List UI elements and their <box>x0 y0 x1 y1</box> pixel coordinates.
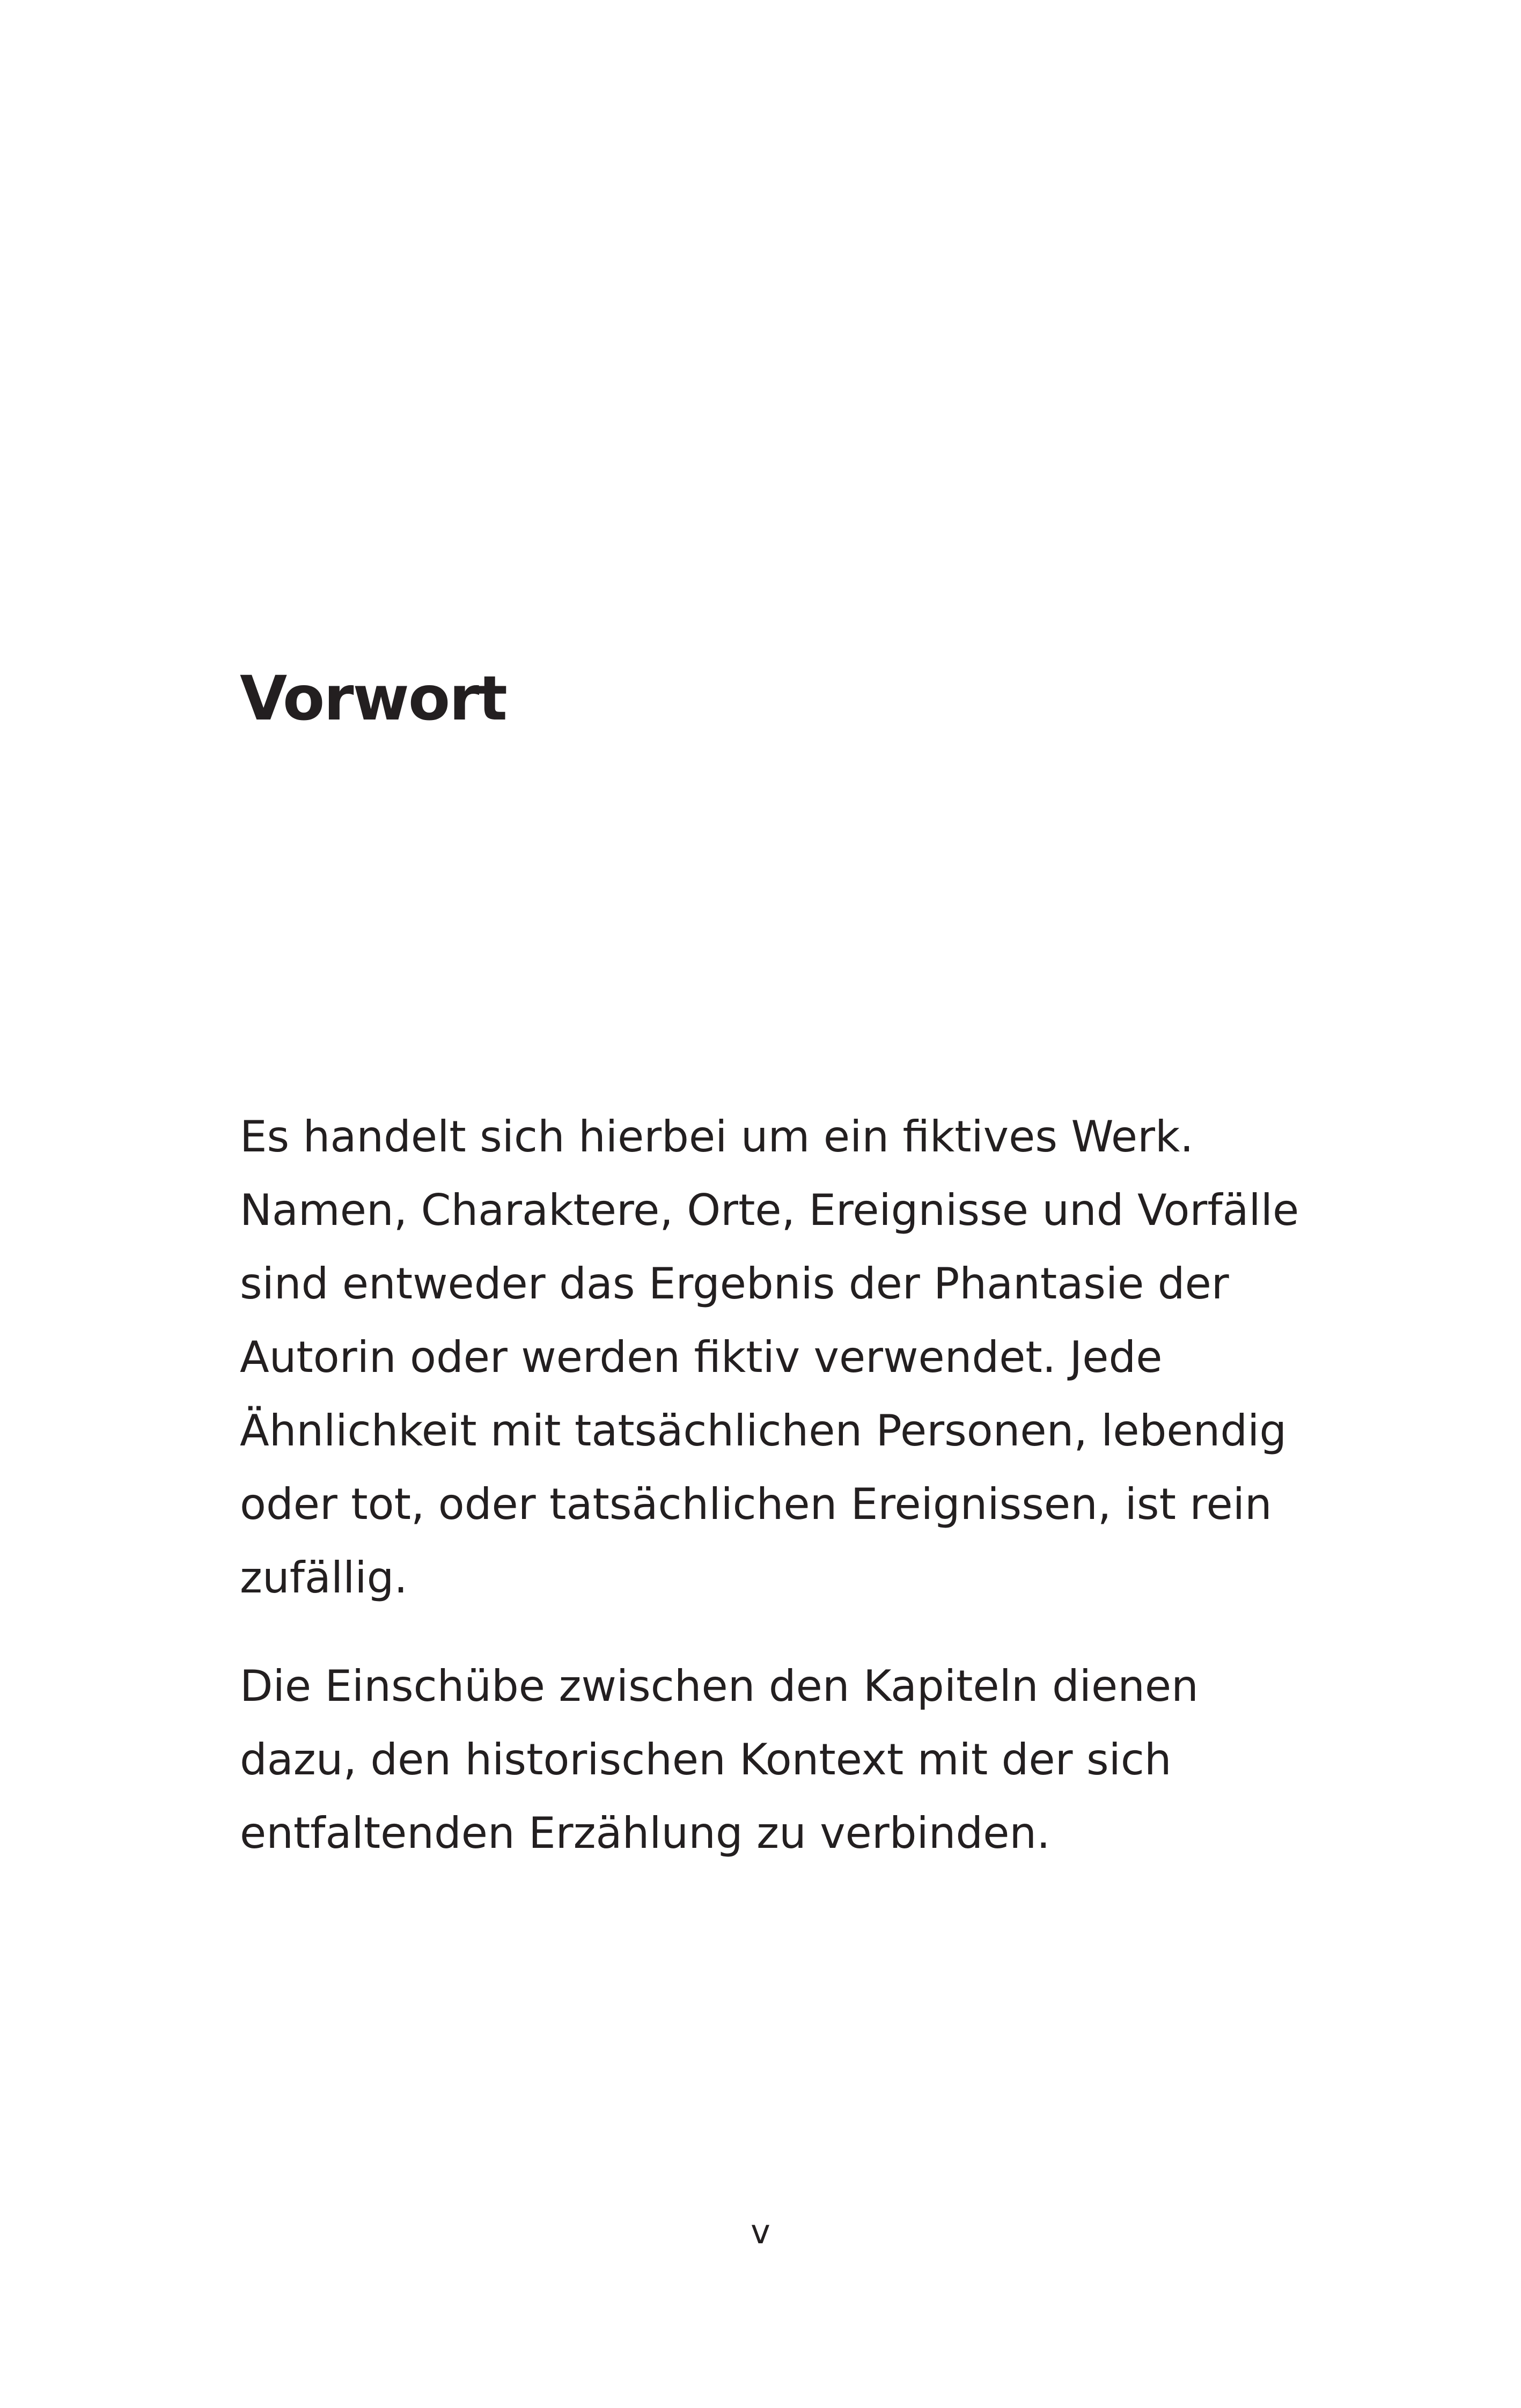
text-line: oder tot, oder tatsächlichen Ereignissen, ist rein <box>240 1479 1272 1529</box>
page-number: v <box>751 2212 770 2251</box>
paragraph-interludes <box>240 1649 1366 1870</box>
text-line: entfaltenden Erzählung zu verbinden. <box>240 1808 1050 1858</box>
preface-body <box>240 1100 1366 1870</box>
text-line: dazu, den historischen Kontext mit der sich <box>240 1735 1172 1785</box>
text-line: zufällig. <box>240 1553 408 1603</box>
paragraph-disclaimer <box>240 1100 1366 1614</box>
text-line: sind entweder das Ergebnis der Phantasie der <box>240 1259 1229 1309</box>
text-line: Ähnlichkeit mit tatsächlichen Personen, lebendig <box>240 1406 1287 1456</box>
text-line: Autorin oder werden fiktiv verwendet. Jede <box>240 1332 1163 1382</box>
text-line: Namen, Charaktere, Orte, Ereignisse und Vorfälle <box>240 1185 1299 1235</box>
page-title: Vorwort <box>240 663 506 734</box>
text-line: Die Einschübe zwischen den Kapiteln dienen <box>240 1661 1199 1711</box>
text-line: Es handelt sich hierbei um ein fiktives Werk. <box>240 1112 1194 1162</box>
